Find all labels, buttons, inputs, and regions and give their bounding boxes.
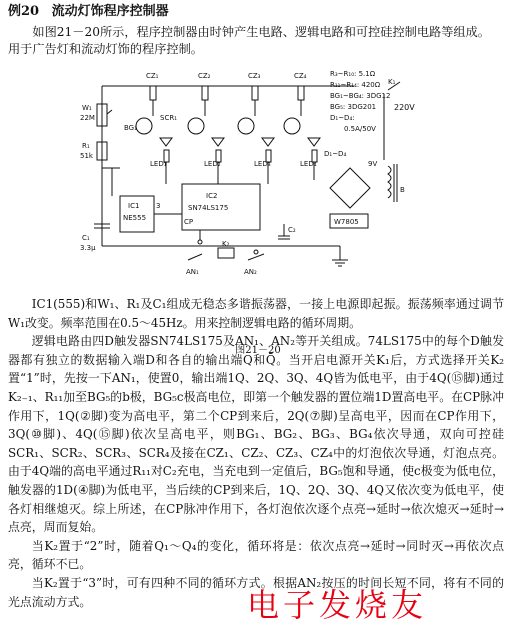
output-stage-4 (284, 72, 320, 180)
k1-label: K₁ (388, 78, 396, 86)
secondary-voltage: 9V (368, 160, 378, 168)
paragraph-mode-2: 当K₂置于“2”时，随着Q₁～Q₄的变化，循环将是：依次点亮→延时→同时灭→再依次点亮，循环不已。 (8, 538, 504, 572)
r1-value: 51k (80, 152, 93, 160)
svg-text:BG₁~BG₄: 3DG12: BG₁~BG₄: 3DG12 (330, 92, 391, 100)
an2-label: AN₂ (244, 268, 257, 276)
w1-value: 22M (80, 114, 95, 122)
component-spec-list (330, 70, 390, 133)
example-number: 例20 (8, 4, 40, 19)
paragraph-oscillator: IC1(555)和W₁、R₁及C₁组成无稳态多谐振荡器，一接上电源即起振。振荡频率通过调节W₁改变。频率范围在0.5～45Hz。用来控制逻辑电路的循环周期。 (8, 297, 504, 330)
paragraph-mode-3: 当K₂置于“3”时，可有四种不同的循环方式。根据AN₂按压的时间长短不同，将有不同的光点流动方式。 (8, 575, 504, 609)
output-stage-2 (188, 72, 224, 184)
svg-text:R₃~R₁₀: 5.1Ω: R₃~R₁₀: 5.1Ω (330, 70, 376, 78)
r1-label: R₁ (82, 142, 90, 150)
scr1-label: SCR₁ (160, 114, 178, 122)
cz3-label: CZ₃ (248, 72, 261, 80)
transformer-label: B (400, 186, 405, 194)
circuit-diagram (80, 64, 428, 290)
svg-text:R₁₁~R₁₄: 420Ω: R₁₁~R₁₄: 420Ω (330, 81, 381, 89)
w1-label: W₁ (82, 104, 92, 112)
figure-caption: 图21－20 (235, 345, 281, 356)
k2-label: K₂ (222, 240, 230, 248)
watermark: 电子发烧友 (246, 586, 427, 624)
article-body (8, 295, 504, 611)
led2-label: LED₂ (204, 160, 221, 168)
output-stage-1 (124, 72, 177, 184)
c1-value: 3.3μ (80, 244, 96, 252)
ic1-name: NE555 (123, 214, 147, 222)
c2-label: C₂ (288, 226, 296, 234)
bridge-label: D₁~D₄ (324, 150, 347, 158)
led4-label: LED₄ (300, 160, 317, 168)
ic2-cp: CP (184, 218, 194, 226)
c1-label: C₁ (82, 234, 90, 242)
paragraph-logic: 逻辑电路由四D触发器SN74LS175及AN₁、AN₂等开关组成。74LS175中的每个D触发器都有独立的数据输入端D和各自的输出端Q和Q̄。当开启电源开关K₁后，方式选择开关K₂置“1”时，先按一下AN₁，使置0，输出端1Q、2Q、3Q、4Q皆为低电平，由于4Q(⑮脚)通过K₂₋₁、R₁₁加至BG₅的b极，BG₅c极高电位，即第一个触发器的置位端1D置高电平。在CP脉冲作用下，1Q(②脚)变为高电平，第二个CP到来后，2Q(⑦脚)呈高电平，因而在CP作用下，3Q(⑩脚)、4Q(⑮脚)依次呈高电平，则BG₁、BG₂、BG₃、BG₄依次导通，双向可控硅SCR₁、SCR₂、SCR₃、SCR₄及接在CZ₁、CZ₂、CZ₃、CZ₄中的灯泡依次导通，灯泡点亮。由于4Q端的高电平通过R₁₁对C₂充电，当充电到一定值后，BG₅饱和导通，使c极变为低电位，触发器的1D(④脚)为低电平，当后续的CP到来后，1Q、2Q、3Q、4Q又依次变为低电平，使各灯相继熄灭。综上所述，在CP脉冲作用下，各灯泡依次逐个点亮→延时→依次熄灭→延时→点亮，周而复始。 (8, 334, 504, 535)
cz4-label: CZ₄ (294, 72, 307, 80)
svg-text:0.5A/50V: 0.5A/50V (344, 125, 376, 133)
transformer (388, 166, 391, 198)
article-heading: 流动灯饰程序控制器 (51, 4, 169, 19)
article-title (8, 4, 504, 20)
bridge-rectifier (330, 168, 370, 208)
bg1-label: BG₁ (124, 124, 137, 132)
svg-text:BG₅: 3DG201: BG₅: 3DG201 (330, 103, 377, 111)
ic1-pin3: 3 (156, 202, 161, 210)
output-stage-3 (238, 72, 274, 184)
ic2-label: IC2 (206, 192, 218, 200)
cz1-label: CZ₁ (146, 72, 159, 80)
intro-paragraph: 如图21－20所示，程序控制器由时钟产生电路、逻辑电路和可控硅控制电路等组成。用于广告灯和流动灯饰的程序控制。 (8, 25, 490, 56)
ic1-label: IC1 (128, 202, 140, 210)
mains-voltage: 220V (394, 103, 415, 112)
cz2-label: CZ₂ (198, 72, 211, 80)
an1-label: AN₁ (186, 268, 199, 276)
led3-label: LED₃ (254, 160, 271, 168)
regulator-label: W7805 (334, 218, 359, 226)
svg-text:D₁~D₄:: D₁~D₄: (330, 114, 355, 122)
led1-label: LED₁ (150, 160, 167, 168)
ic2-name: SN74LS175 (188, 204, 229, 212)
